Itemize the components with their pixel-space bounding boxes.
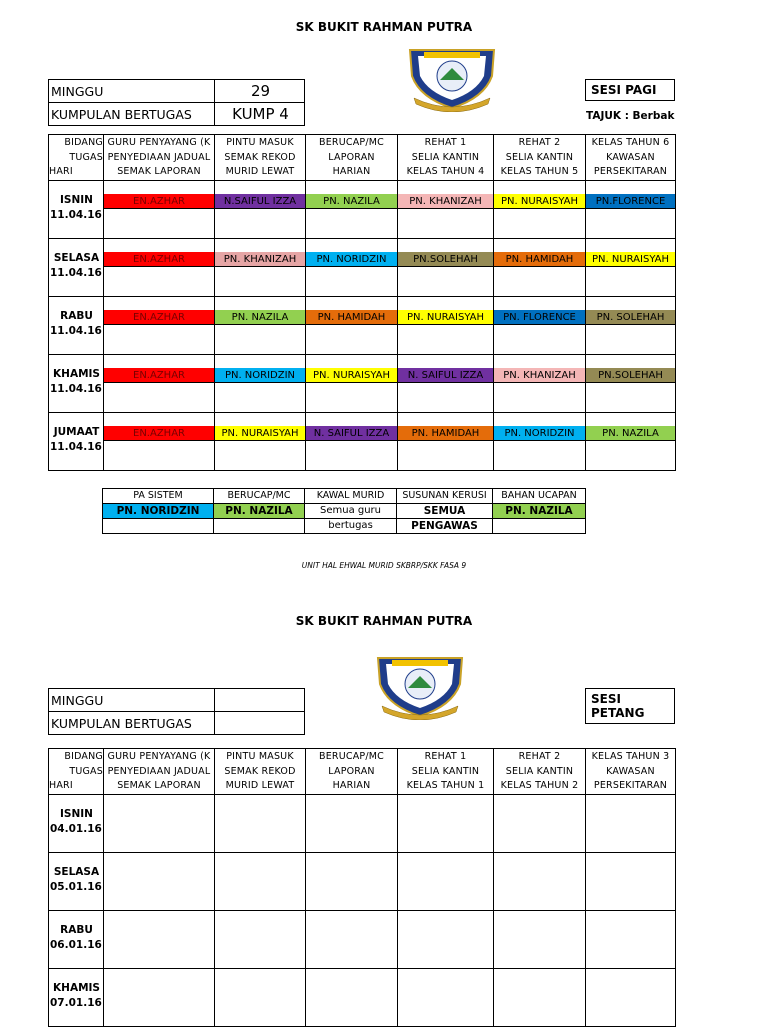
sesi-pagi-label: SESI PAGI — [585, 79, 675, 101]
teacher-name: PN. SOLEHAH — [586, 310, 675, 325]
duty-cell — [398, 180, 494, 238]
header-line: LAPORAN — [328, 151, 375, 163]
duty-cell — [215, 794, 306, 852]
duty-cell — [306, 968, 398, 1026]
duty-cell — [104, 180, 215, 238]
day-name: SELASA — [53, 865, 100, 878]
school-title-2: SK BUKIT RAHMAN PUTRA — [295, 614, 473, 628]
duty-cell — [306, 412, 398, 470]
teacher-name: PN. KHANIZAH — [215, 252, 305, 267]
pa-header-cell: KAWAL MURID — [305, 489, 397, 504]
teacher-name: PN. FLORENCE — [494, 310, 585, 325]
duty-cell — [104, 412, 215, 470]
teacher-name: EN.AZHAR — [104, 310, 214, 325]
duty-cell — [398, 794, 494, 852]
day-cell — [49, 794, 104, 852]
teacher-name: PN. NORIDZIN — [494, 426, 585, 441]
day-date: 06.01.16 — [50, 938, 102, 951]
duty-cell — [306, 794, 398, 852]
header-cell — [104, 135, 215, 181]
duty-cell — [398, 910, 494, 968]
header-line: KELAS TAHUN 2 — [500, 780, 579, 791]
teacher-name: PN. NURAISYAH — [215, 426, 305, 441]
header-line: BERUCAP/MC — [319, 751, 384, 762]
day-date: 11.04.16 — [50, 208, 102, 221]
header-cell — [49, 749, 104, 795]
duty-cell — [104, 354, 215, 412]
school-logo-2-icon — [372, 654, 468, 720]
duty-cell — [398, 354, 494, 412]
day-row-jumaat — [49, 412, 676, 470]
duty-cell — [586, 852, 676, 910]
day-row-selasa — [49, 238, 676, 296]
teacher-name: PN. HAMIDAH — [306, 310, 397, 325]
duty-cell — [215, 238, 306, 296]
pa-header-cell: BAHAN UCAPAN — [493, 489, 586, 504]
pa-cell: PN. NORIDZIN — [103, 504, 214, 519]
duty-cell — [306, 852, 398, 910]
teacher-name: PN. NURAISYAH — [306, 368, 397, 383]
minggu-value: 29 — [215, 80, 305, 103]
duty-cell — [586, 238, 676, 296]
pa-cell — [214, 519, 305, 534]
header-line: SEMAK LAPORAN — [117, 166, 201, 177]
teacher-name: PN. NORIDZIN — [215, 368, 305, 383]
pa-cell: PN. NAZILA — [493, 504, 586, 519]
pa-header-row — [103, 489, 586, 504]
duty-cell — [586, 412, 676, 470]
day-cell — [49, 180, 104, 238]
duty-cell — [306, 354, 398, 412]
pa-header-cell: SUSUNAN KERUSI — [397, 489, 493, 504]
day-row-rabu — [49, 296, 676, 354]
duty-cell — [586, 794, 676, 852]
header-line: MURID LEWAT — [225, 166, 295, 177]
duty-cell — [494, 794, 586, 852]
header-cell — [398, 135, 494, 181]
header-line: KELAS TAHUN 1 — [406, 780, 485, 791]
teacher-name: PN. NURAISYAH — [398, 310, 493, 325]
teacher-name: PN.SOLEHAH — [586, 368, 675, 383]
header-line: SELIA KANTIN — [411, 151, 480, 163]
duty-cell — [398, 412, 494, 470]
pa-cell: bertugas — [305, 519, 397, 534]
day-date: 11.04.16 — [50, 440, 102, 453]
header-line: SELIA KANTIN — [411, 765, 480, 777]
duty-cell — [306, 180, 398, 238]
teacher-name: PN. NAZILA — [306, 194, 397, 209]
day-cell — [49, 238, 104, 296]
teacher-name: PN. HAMIDAH — [398, 426, 493, 441]
teacher-name: PN. NURAISYAH — [586, 252, 675, 267]
duty-cell — [215, 296, 306, 354]
day-date: 05.01.16 — [50, 880, 102, 893]
duty-cell — [104, 296, 215, 354]
day-name: SELASA — [53, 251, 100, 264]
header-line: REHAT 1 — [424, 751, 467, 762]
duty-cell — [494, 852, 586, 910]
day-cell — [49, 968, 104, 1026]
day-name: RABU — [60, 923, 93, 936]
header-cell — [49, 135, 104, 181]
pa-row-2 — [103, 519, 586, 534]
header-line: PERSEKITARAN — [593, 166, 668, 177]
header-line: KAWASAN — [606, 151, 655, 163]
pa-cell: SEMUA — [397, 504, 493, 519]
footer-note: UNIT HAL EHWAL MURID SKBRP/SKK FASA 9 — [301, 561, 467, 570]
duty-cell — [398, 968, 494, 1026]
day-row-isnin — [49, 794, 676, 852]
duty-cell — [398, 296, 494, 354]
kumpulan-label: KUMPULAN BERTUGAS — [49, 103, 215, 126]
day-name: KHAMIS — [53, 367, 100, 380]
header-line: KELAS TAHUN 5 — [500, 166, 579, 177]
duty-cell — [215, 180, 306, 238]
header-line: SELIA KANTIN — [505, 765, 574, 777]
day-cell — [49, 412, 104, 470]
day-date: 11.04.16 — [50, 266, 102, 279]
header-line: PINTU MASUK — [226, 137, 294, 148]
sheet2-info-table — [48, 688, 305, 735]
day-name: ISNIN — [60, 193, 93, 206]
teacher-name: N. SAIFUL IZZA — [398, 368, 493, 383]
sheet1-duty-table — [48, 134, 676, 471]
day-row-selasa — [49, 852, 676, 910]
duty-cell — [398, 238, 494, 296]
header-line: KAWASAN — [606, 765, 655, 777]
day-row-khamis — [49, 968, 676, 1026]
teacher-name: PN. KHANIZAH — [494, 368, 585, 383]
day-row-rabu — [49, 910, 676, 968]
pa-cell — [493, 519, 586, 534]
minggu-label: MINGGU — [49, 80, 215, 103]
header-line: PENYEDIAAN JADUAL — [107, 151, 211, 163]
duty-cell — [494, 412, 586, 470]
day-row-isnin — [49, 180, 676, 238]
header-row — [49, 749, 676, 795]
header-line: PERSEKITARAN — [593, 780, 668, 791]
header-line: HARI — [49, 166, 73, 177]
teacher-name: PN. NAZILA — [586, 426, 675, 441]
kumpulan-value-2 — [215, 712, 305, 735]
duty-cell — [104, 968, 215, 1026]
teacher-name: PN. HAMIDAH — [494, 252, 585, 267]
header-cell — [306, 135, 398, 181]
kumpulan-label-2: KUMPULAN BERTUGAS — [49, 712, 215, 735]
day-name: RABU — [60, 309, 93, 322]
duty-cell — [494, 968, 586, 1026]
sheet1-info-table — [48, 79, 305, 126]
sheet2-duty-table — [48, 748, 676, 1027]
duty-cell — [494, 180, 586, 238]
minggu-value-2 — [215, 689, 305, 712]
teacher-name: N.SAIFUL IZZA — [215, 194, 305, 209]
duty-cell — [586, 968, 676, 1026]
header-line: TUGAS — [69, 151, 103, 163]
teacher-name: PN.FLORENCE — [586, 194, 675, 209]
day-date: 07.01.16 — [50, 996, 102, 1009]
duty-cell — [398, 852, 494, 910]
tajuk-label: TAJUK : Berbak — [586, 110, 675, 122]
day-cell — [49, 354, 104, 412]
pa-cell — [103, 519, 214, 534]
header-line: LAPORAN — [328, 765, 375, 777]
duty-cell — [586, 910, 676, 968]
sheet1-pa-table — [102, 488, 586, 534]
duty-cell — [306, 238, 398, 296]
pa-cell: PENGAWAS — [397, 519, 493, 534]
duty-cell — [586, 296, 676, 354]
school-logo-icon — [404, 46, 500, 112]
duty-cell — [215, 968, 306, 1026]
pa-header-cell: BERUCAP/MC — [214, 489, 305, 504]
header-line: PINTU MASUK — [226, 751, 294, 762]
teacher-name: EN.AZHAR — [104, 426, 214, 441]
teacher-name: EN.AZHAR — [104, 368, 214, 383]
header-cell — [494, 135, 586, 181]
header-line: MURID LEWAT — [225, 780, 295, 791]
day-cell — [49, 910, 104, 968]
teacher-name: PN. NURAISYAH — [494, 194, 585, 209]
minggu-label-2: MINGGU — [49, 689, 215, 712]
duty-cell — [306, 910, 398, 968]
pa-row — [103, 504, 586, 519]
day-name: ISNIN — [60, 807, 93, 820]
teacher-name: EN.AZHAR — [104, 252, 214, 267]
day-cell — [49, 852, 104, 910]
header-line: KELAS TAHUN 3 — [591, 751, 670, 762]
school-title: SK BUKIT RAHMAN PUTRA — [295, 20, 473, 34]
teacher-name: PN. KHANIZAH — [398, 194, 493, 209]
header-line: BIDANG — [64, 137, 103, 148]
teacher-name: EN.AZHAR — [104, 194, 214, 209]
duty-cell — [494, 354, 586, 412]
duty-cell — [494, 238, 586, 296]
day-name: JUMAAT — [53, 425, 100, 438]
teacher-name: PN. NAZILA — [215, 310, 305, 325]
header-line: KELAS TAHUN 6 — [591, 137, 670, 148]
header-cell — [586, 749, 676, 795]
duty-cell — [215, 910, 306, 968]
header-cell — [494, 749, 586, 795]
sesi-petang-label: SESI PETANG — [585, 688, 675, 724]
header-line: REHAT 1 — [424, 137, 467, 148]
header-line: TUGAS — [69, 765, 103, 777]
header-line: SEMAK REKOD — [224, 151, 296, 163]
duty-cell — [306, 296, 398, 354]
header-row — [49, 135, 676, 181]
day-cell — [49, 296, 104, 354]
header-cell — [215, 135, 306, 181]
duty-cell — [104, 910, 215, 968]
day-date: 11.04.16 — [50, 324, 102, 337]
header-line: KELAS TAHUN 4 — [406, 166, 485, 177]
header-line: BERUCAP/MC — [319, 137, 384, 148]
duty-cell — [494, 296, 586, 354]
header-line: GURU PENYAYANG (K — [107, 751, 211, 762]
pa-header-cell: PA SISTEM — [103, 489, 214, 504]
header-cell — [306, 749, 398, 795]
header-line: HARIAN — [332, 166, 371, 177]
header-cell — [586, 135, 676, 181]
header-line: SEMAK LAPORAN — [117, 780, 201, 791]
day-row-khamis — [49, 354, 676, 412]
header-cell — [398, 749, 494, 795]
header-line: SEMAK REKOD — [224, 765, 296, 777]
header-line: GURU PENYAYANG (K — [107, 137, 211, 148]
header-line: HARI — [49, 780, 73, 791]
duty-cell — [104, 852, 215, 910]
teacher-name: PN. NORIDZIN — [306, 252, 397, 267]
header-line: REHAT 2 — [518, 137, 561, 148]
duty-cell — [215, 354, 306, 412]
kumpulan-value: KUMP 4 — [215, 103, 305, 126]
duty-cell — [215, 412, 306, 470]
header-line: BIDANG — [64, 751, 103, 762]
day-date: 11.04.16 — [50, 382, 102, 395]
header-line: SELIA KANTIN — [505, 151, 574, 163]
day-date: 04.01.16 — [50, 822, 102, 835]
header-line: REHAT 2 — [518, 751, 561, 762]
header-cell — [104, 749, 215, 795]
pa-cell: PN. NAZILA — [214, 504, 305, 519]
header-cell — [215, 749, 306, 795]
duty-cell — [586, 180, 676, 238]
teacher-name: N. SAIFUL IZZA — [306, 426, 397, 441]
pa-cell: Semua guru — [305, 504, 397, 519]
header-line: HARIAN — [332, 780, 371, 791]
duty-cell — [215, 852, 306, 910]
duty-cell — [586, 354, 676, 412]
teacher-name: PN.SOLEHAH — [398, 252, 493, 267]
day-name: KHAMIS — [53, 981, 100, 994]
header-line: PENYEDIAAN JADUAL — [107, 765, 211, 777]
duty-cell — [494, 910, 586, 968]
duty-cell — [104, 794, 215, 852]
duty-cell — [104, 238, 215, 296]
